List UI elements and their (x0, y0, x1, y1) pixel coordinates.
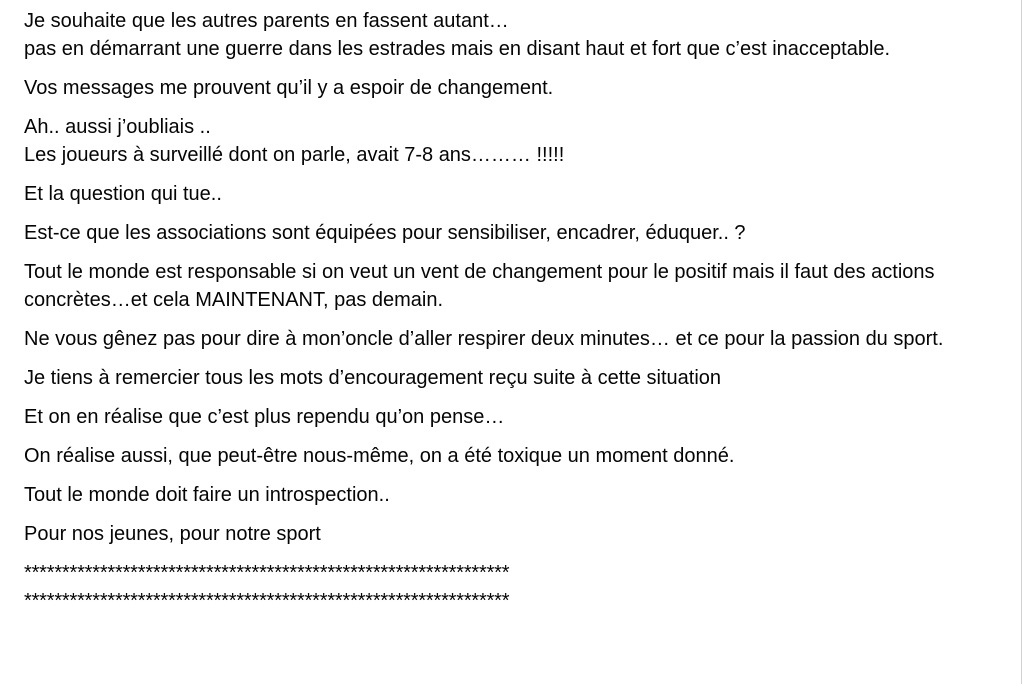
post-paragraph: Ne vous gênez pas pour dire à mon’oncle d’aller respirer deux minutes… et ce pour la passion du sport. (24, 328, 944, 350)
post-paragraph: On réalise aussi, que peut-être nous-même, on a été toxique un moment donné. (24, 445, 735, 467)
post-paragraph: Ah.. aussi j’oubliais .. Les joueurs à surveillé dont on parle, avait 7-8 ans……… !!!!! (24, 116, 565, 166)
post-paragraph: Est-ce que les associations sont équipées pour sensibiliser, encadrer, éduquer.. ? (24, 222, 746, 244)
post-paragraph: Vos messages me prouvent qu’il y a espoir de changement. (24, 77, 554, 99)
post-paragraph: Et la question qui tue.. (24, 183, 222, 205)
post-paragraph: Tout le monde est responsable si on veut un vent de changement pour le positif mais il faut des actions concrètes…et cela MAINTENANT, pas demain. (24, 261, 935, 311)
post-paragraph: Et on en réalise que c’est plus rependu qu’on pense… (24, 406, 505, 428)
post-paragraph: Je souhaite que les autres parents en fassent autant… pas en démarrant une guerre dans les estrades mais en disant haut et fort que c’est inacceptable. (24, 10, 891, 60)
panel-divider (1021, 0, 1022, 684)
asterisk-separator: **************************************************************** (24, 590, 510, 612)
post-paragraph: Je tiens à remercier tous les mots d’encouragement reçu suite à cette situation (24, 367, 722, 389)
asterisk-separator: **************************************************************** (24, 562, 510, 584)
post-paragraph: Tout le monde doit faire un introspection.. (24, 484, 390, 506)
post-paragraph: Pour nos jeunes, pour notre sport (24, 523, 321, 545)
